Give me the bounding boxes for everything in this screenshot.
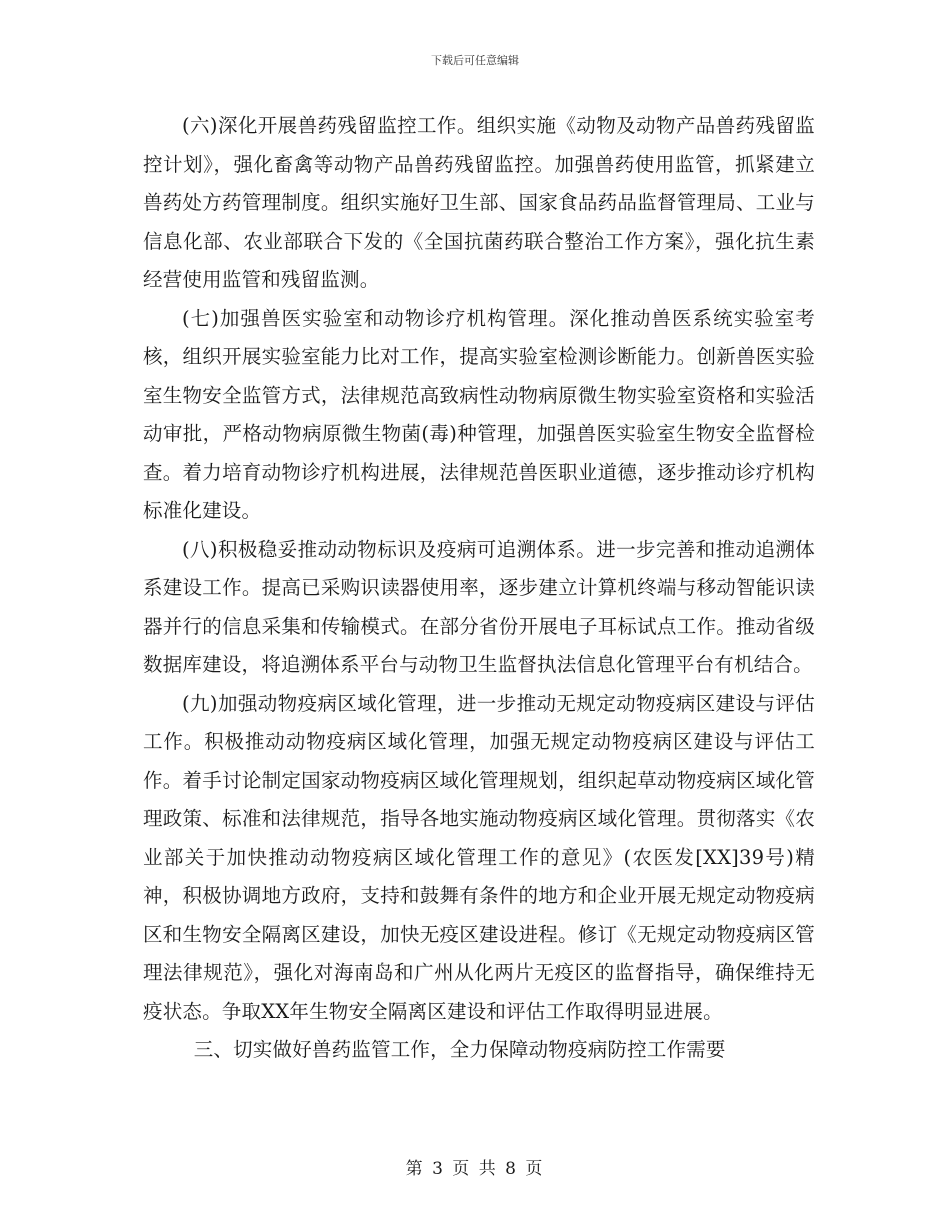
page-footer: 第 3 页 共 8 页	[405, 1159, 545, 1179]
page-header: 下载后可任意编辑	[431, 54, 519, 67]
document-body	[143, 107, 815, 1070]
paragraph-9: (九)加强动物疫病区域化管理，进一步推动无规定动物疫病区建设与评估工作。积极推动动物疫病区域化管理，加强无规定动物疫病区建设与评估工作。着手讨论制定国家动物疫病区域化管理规划，组织起草动物疫病区域化管理政策、标准和法律规范，指导各地实施动物疫病区域化管理。贯彻落实《农业部关于加快推动动物疫病区域化管理工作的意见》(农医发[XX]39号)精神，积极协调地方政府，支持和鼓舞有条件的地方和企业开展无规定动物疫病区和生物安全隔离区建设，加快无疫区建设进程。修订《无规定动物疫病区管理法律规范》，强化对海南岛和广州从化两片无疫区的监督指导，确保维持无疫状态。争取XX年生物安全隔离区建设和评估工作取得明显进展。	[143, 691, 815, 1023]
paragraph-6: (六)深化开展兽药残留监控工作。组织实施《动物及动物产品兽药残留监控计划》，强化畜禽等动物产品兽药残留监控。加强兽药使用监管，抓紧建立兽药处方药管理制度。组织实施好卫生部、国家食品药品监督管理局、工业与信息化部、农业部联合下发的《全国抗菌药联合整治工作方案》，强化抗生素经营使用监管和残留监测。	[143, 114, 815, 291]
paragraph-7: (七)加强兽医实验室和动物诊疗机构管理。深化推动兽医系统实验室考核，组织开展实验室能力比对工作，提高实验室检测诊断能力。创新兽医实验室生物安全监管方式，法律规范高致病性动物病原微生物实验室资格和实验活动审批，严格动物病原微生物菌(毒)种管理，加强兽医实验室生物安全监督检查。着力培育动物诊疗机构进展，法律规范兽医职业道德，逐步推动诊疗机构标准化建设。	[143, 306, 815, 522]
paragraph-8: (八)积极稳妥推动动物标识及疫病可追溯体系。进一步完善和推动追溯体系建设工作。提高已采购识读器使用率，逐步建立计算机终端与移动智能识读器并行的信息采集和传输模式。在部分省份开展电子耳标试点工作。推动省级数据库建设，将追溯体系平台与动物卫生监督执法信息化管理平台有机结合。	[143, 537, 815, 676]
section-heading: 三、切实做好兽药监管工作，全力保障动物疫病防控工作需要	[193, 1038, 726, 1061]
